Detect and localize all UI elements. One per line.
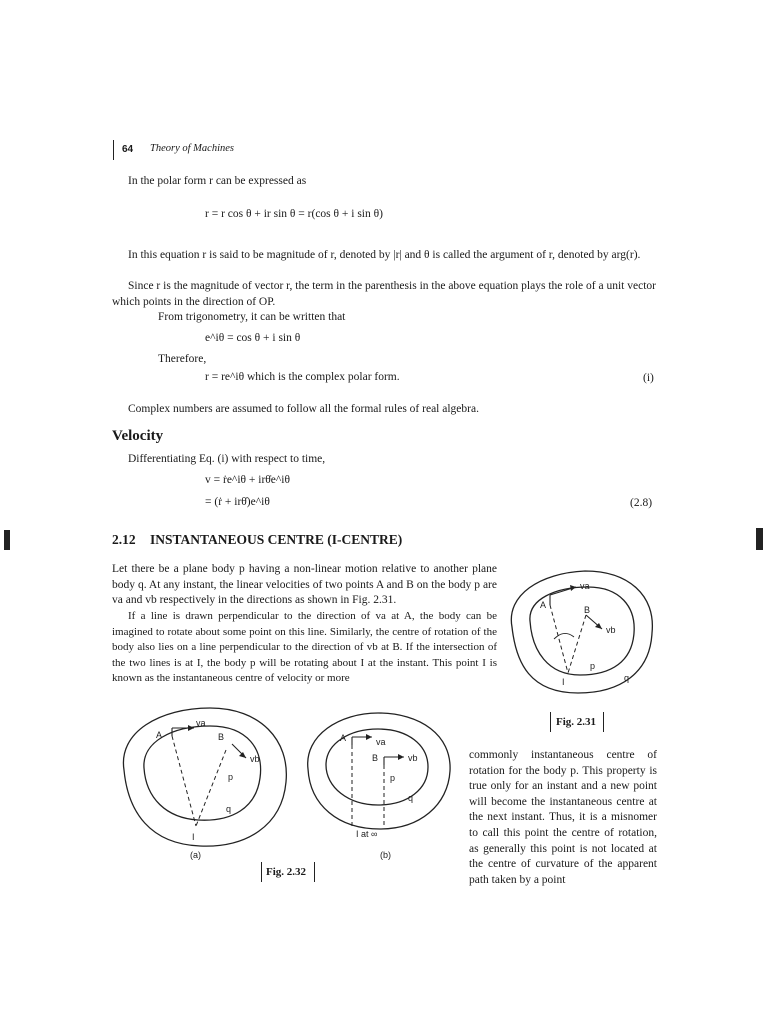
fig231-label-p: p xyxy=(590,661,596,671)
velocity-equation-2: = (ṙ + irθ̇)e^iθ xyxy=(205,496,270,508)
fig-2-32-caption: Fig. 2.32 xyxy=(266,866,307,878)
fig232a-label-B: B xyxy=(218,732,225,742)
equation-label-i: (i) xyxy=(643,372,654,384)
fig231-label-q: q xyxy=(624,673,630,683)
fig232a-label-p: p xyxy=(228,772,234,782)
velocity-equation-1: v = ṙe^iθ + irθ̇e^iθ xyxy=(205,474,290,486)
paragraph-unit-vector: Since r is the magnitude of vector r, the term in the parenthesis in the above equation plays the role of a unit vector which points in the direction of OP. xyxy=(112,280,656,308)
therefore-text: Therefore, xyxy=(158,353,207,365)
trig-intro: From trigonometry, it can be written that xyxy=(158,311,346,323)
binding-mark-left xyxy=(4,530,10,550)
fig232b-label-p: p xyxy=(390,773,396,783)
paragraph-magnitude: In this equation r is said to be magnitude of r, denoted by |r| and θ is called the argument of r, denoted by arg(r). xyxy=(128,249,641,261)
fig232a-label-va: va xyxy=(196,718,206,728)
polar-equation: r = r cos θ + ir sin θ = r(cos θ + i sin θ) xyxy=(205,208,383,220)
binding-mark-right xyxy=(756,528,763,550)
figure-2-32-a xyxy=(114,700,294,860)
fig231-caption-rule-right xyxy=(603,712,604,732)
fig232b-label-q: q xyxy=(408,793,414,803)
fig232b-label-A: A xyxy=(340,733,347,743)
fig232a-label-I: I xyxy=(192,832,195,842)
fig231-label-I: I xyxy=(562,677,565,687)
fig231-label-A: A xyxy=(540,600,547,610)
figure-2-31 xyxy=(500,565,660,700)
perp-a-a xyxy=(172,736,196,826)
running-title: Theory of Machines xyxy=(150,143,234,154)
header-rule xyxy=(113,140,114,160)
fig231-caption-rule-left xyxy=(550,712,551,732)
fig-2-31-caption: Fig. 2.31 xyxy=(556,716,597,728)
fig231-label-vb: vb xyxy=(606,625,616,635)
algebra-note: Complex numbers are assumed to follow all the formal rules of real algebra. xyxy=(128,403,479,415)
fig232-caption-rule-right xyxy=(314,862,315,882)
body-q-outline-b xyxy=(308,713,450,829)
paragraph-icentre-3: commonly instantaneous centre of rotation for the body p. This property is true only for an instant and a new point will become the instantaneous centre at the next instant. Thus, it is a misnomer to call this point the centre of rotation, as generally this point is not located at the centre of curvature of the apparent path taken by a point xyxy=(469,749,657,886)
equation-label-2-8: (2.8) xyxy=(630,497,653,509)
body-q-outline-a xyxy=(123,708,286,846)
figure-2-32-b xyxy=(300,705,460,860)
perpendicular-b xyxy=(568,615,586,673)
fig232b-label-I: I at ∞ xyxy=(356,829,378,839)
fig232b-label-va: va xyxy=(376,737,386,747)
va-arrowhead-a xyxy=(188,725,194,731)
fig232b-sublabel: (b) xyxy=(380,850,391,860)
fig232b-label-B: B xyxy=(372,753,379,763)
paragraph-icentre-1: Let there be a plane body p having a non-linear motion relative to another plane body q. At any instant, the linear velocities of two points A and B on the body p are va and vb respectively in the directions as shown in Fig. 2.31. xyxy=(112,563,497,607)
rotation-arc xyxy=(554,633,574,639)
polar-form-equation: r = re^iθ which is the complex polar form. xyxy=(205,371,400,383)
fig232a-label-vb: vb xyxy=(250,754,260,764)
page-number: 64 xyxy=(122,144,134,155)
perpendicular-a xyxy=(550,605,568,673)
fig232-caption-rule-left xyxy=(261,862,262,882)
polar-intro: In the polar form r can be expressed as xyxy=(128,175,307,187)
euler-equation: e^iθ = cos θ + i sin θ xyxy=(205,332,301,344)
fig232a-label-A: A xyxy=(156,730,163,740)
velocity-heading: Velocity xyxy=(112,428,164,444)
body-p-outline-a xyxy=(144,726,261,820)
section-number: 2.12 xyxy=(112,532,136,547)
fig232a-sublabel: (a) xyxy=(190,850,201,860)
fig232a-label-q: q xyxy=(226,804,232,814)
fig231-label-B: B xyxy=(584,605,591,615)
perp-b-a xyxy=(196,750,226,826)
va-arrowhead-b xyxy=(366,734,372,740)
vb-arrowhead-b xyxy=(398,754,404,760)
fig232b-label-vb: vb xyxy=(408,753,418,763)
paragraph-icentre-2: If a line is drawn perpendicular to the direction of va at A, the body can be imagined to rotate about some point on this line. Similarly, the centre of rotation of the body also lies on a line perpendicular to the direction of vb at B. If the intersection of the two lines is at I, the body p will be rotating about I at the instant. This point I is known as the instantaneous centre of velocity or more xyxy=(112,610,497,685)
fig231-label-va: va xyxy=(580,581,590,591)
velocity-intro: Differentiating Eq. (i) with respect to time, xyxy=(128,453,326,465)
vb-arrowhead-a xyxy=(239,752,246,758)
section-title: INSTANTANEOUS CENTRE (I-CENTRE) xyxy=(150,532,403,547)
